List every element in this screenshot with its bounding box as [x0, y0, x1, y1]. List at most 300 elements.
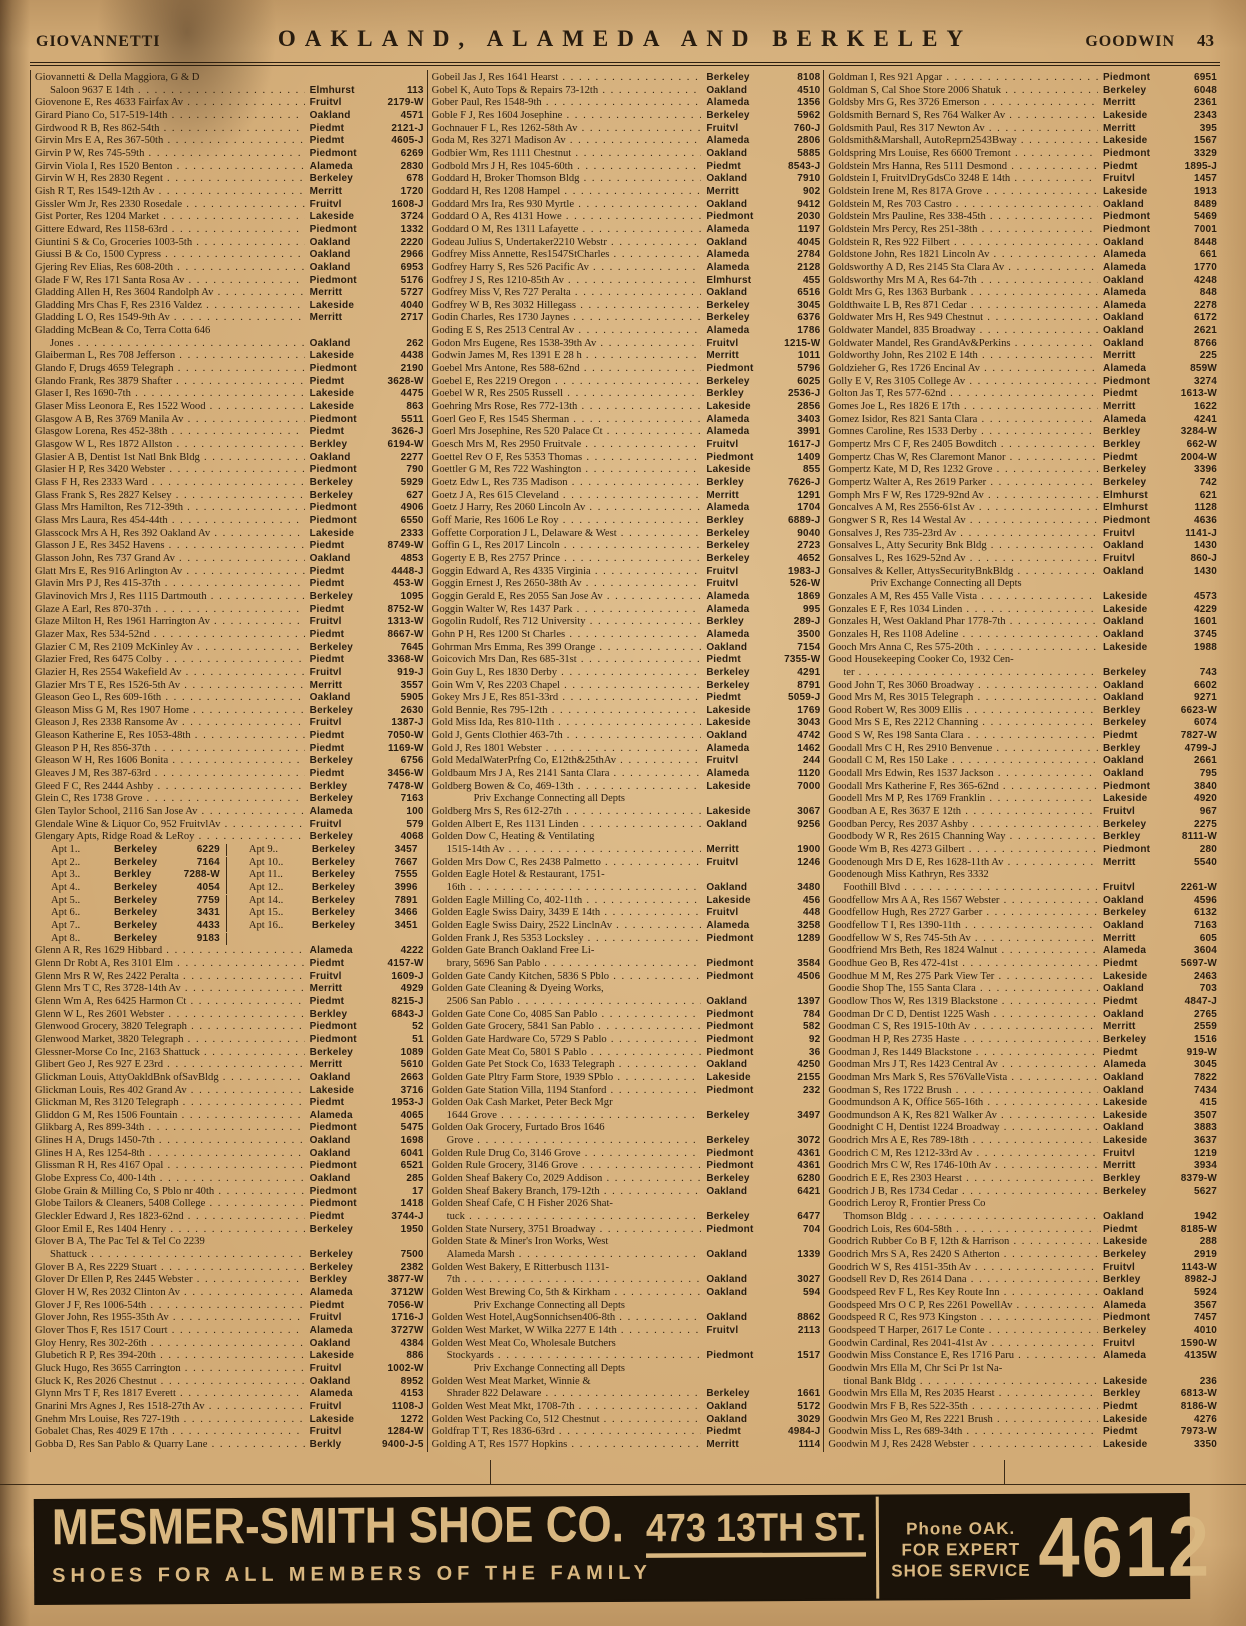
subscriber-name: Goodrich J B, Res 1734 Cedar . . .: [828, 1186, 1098, 1198]
phone-number: 8766: [1193, 337, 1218, 349]
apartment-row: [35, 857, 424, 870]
phone-number: 8111-W: [1181, 831, 1218, 843]
exchange-name: Alameda: [706, 261, 750, 273]
exchange-name: Fruitvl: [309, 616, 342, 628]
subscriber-name: Godfrey Harry S, Res 526 Pacific Av . . .: [432, 262, 702, 274]
subscriber-name: Goldzieher G, Res 1726 Encinal Av . . .: [828, 363, 1098, 375]
phone-number: 2128: [797, 261, 821, 273]
exchange-name: Oakland: [309, 552, 351, 564]
exchange-name: Fruitvl: [706, 1324, 739, 1336]
exchange-name: Piedmont: [1103, 844, 1151, 856]
directory-entry: [35, 629, 424, 642]
phone-number: 3840: [1193, 780, 1218, 792]
phone-number: 3480: [797, 882, 821, 893]
directory-entry: [828, 528, 1217, 541]
subscriber-name: Giovannetti & Della Maggiora, G & D: [35, 72, 200, 83]
phone-number: 51: [412, 1033, 424, 1045]
phone-number: 3329: [1193, 147, 1218, 159]
phone-number: 4506: [797, 970, 821, 982]
phone-number: 1356: [797, 97, 821, 109]
ad-phone-section: [876, 1495, 1211, 1599]
phone-number: 6132: [1193, 907, 1218, 919]
exchange-name: Oakland: [1103, 236, 1144, 248]
subscriber-name: Goodmundson A K, Office 565-16th . . .: [828, 1097, 1098, 1109]
phone-number: 1988: [1193, 641, 1218, 653]
apartment-cell: [35, 920, 227, 932]
exchange-name: Piedmont: [1103, 223, 1151, 235]
directory-entry: [432, 426, 821, 439]
apartment-label: Apt 1..: [51, 844, 81, 856]
subscriber-name: Goodfellow Mrs A A, Res 1567 Webster . . .: [828, 895, 1098, 907]
subscriber-name: Goldspring Mrs Louise, Res 6600 Tremont . . .: [828, 148, 1098, 160]
subscriber-name: tuck . . .: [432, 1211, 702, 1223]
subscriber-name: Glickman M, Res 3120 Telegraph . . .: [35, 1097, 305, 1109]
column-rule-stub: [1004, 1460, 1005, 1484]
exchange-name: Piedmt: [1103, 1426, 1138, 1438]
exchange-name: Berkeley: [706, 299, 750, 311]
phone-number: 1613-W: [1180, 388, 1218, 400]
subscriber-name: Godin Charles, Res 1730 Jaynes . . .: [432, 312, 702, 324]
phone-number: 2661: [1193, 755, 1218, 767]
directory-entry: [432, 376, 821, 389]
exchange-name: Fruitvl: [309, 1426, 342, 1438]
subscriber-name: Jones . . .: [35, 338, 305, 350]
phone-number: 1517: [797, 1350, 821, 1362]
directory-entry: [432, 161, 821, 174]
directory-column-3: [824, 70, 1220, 1452]
directory-entry: [432, 224, 821, 237]
subscriber-name: Goldsmith Bernard S, Res 764 Walker Av . . .: [828, 110, 1098, 122]
phone-number: 3567: [1193, 1299, 1218, 1311]
exchange-name: Oakland: [309, 1337, 351, 1349]
subscriber-name: Gleason Geo L, Res 609-16th . . .: [35, 692, 305, 704]
phone-number: 3497: [797, 1109, 821, 1121]
directory-entry: [35, 1135, 424, 1148]
exchange-name: Lakeside: [1103, 135, 1148, 147]
subscriber-name: Goldstone John, Res 1821 Lincoln Av . . .: [828, 249, 1098, 261]
phone-number: 6376: [797, 312, 821, 324]
phone-number: 1590-W: [1180, 1337, 1218, 1349]
directory-entry: [35, 249, 424, 262]
footer-rule: [0, 1484, 1246, 1485]
exchange-name: Elmhurst: [309, 84, 355, 96]
phone-number: 2278: [1193, 299, 1218, 311]
subscriber-name: Glickman Louis, Res 402 Grand Av . . .: [35, 1085, 305, 1097]
subscriber-name: Goldstein M, Res 703 Castro . . .: [828, 199, 1098, 211]
subscriber-name: Goehring Mrs Rose, Res 772-13th . . .: [432, 401, 702, 413]
exchange-name: Berkeley: [1103, 818, 1147, 830]
subscriber-name: Goldwater Mandel, 835 Broadway . . .: [828, 325, 1098, 337]
phone-number: 448: [803, 907, 821, 919]
phone-number: 6194-W: [387, 439, 424, 451]
exchange-name: Piedmt: [309, 730, 345, 742]
directory-entry: [35, 161, 424, 174]
subscriber-name: Glover Dr Ellen P, Res 2445 Webster . . .: [35, 1274, 305, 1286]
exchange-name: Oakland: [1103, 540, 1144, 552]
subscriber-name: Glaiberman L, Res 708 Jefferson . . .: [35, 350, 305, 362]
phone-number: 6602: [1193, 679, 1218, 691]
directory-entry: [35, 287, 424, 300]
exchange-name: Piedmont: [309, 413, 357, 425]
exchange-name: Piedmt: [1103, 451, 1138, 463]
subscriber-name: Glover John, Res 1955-35th Av . . .: [35, 1312, 305, 1324]
phone-number: 7000: [797, 780, 821, 792]
phone-number: 1567: [1193, 135, 1218, 147]
phone-number: 1114: [798, 1438, 821, 1450]
directory-entry: [432, 502, 821, 515]
subscriber-name: Glass Mrs Hamilton, Res 712-39th . . .: [35, 502, 305, 514]
exchange-name: Piedmont: [1103, 147, 1151, 159]
subscriber-name: Goodall Mrs C H, Res 2910 Benvenue . . .: [828, 743, 1098, 755]
subscriber-name: Golden Gate Grocery, 5841 San Pablo . . .: [432, 1021, 702, 1033]
subscriber-name: Goodell Mrs M P, Res 1769 Franklin . . .: [828, 793, 1098, 805]
exchange-name: Piedmt: [309, 603, 345, 615]
exchange-name: Berkeley: [309, 1223, 353, 1235]
exchange-name: Fruitvl: [1103, 1337, 1135, 1349]
subscriber-name: Golden Gate Cone Co, 4085 San Pablo . . .: [432, 1009, 702, 1021]
directory-entry: [828, 199, 1217, 212]
phone-number: 7050-W: [387, 730, 424, 742]
exchange-name: Piedmont: [706, 932, 754, 944]
phone-number: 8862: [797, 1312, 821, 1324]
exchange-name: Lakeside: [1103, 1135, 1148, 1147]
exchange-name: Piedmt: [706, 160, 741, 172]
phone-number: 2275: [1193, 818, 1218, 830]
exchange-name: Piedmt: [1103, 995, 1138, 1007]
directory-entry: [35, 1312, 424, 1325]
phone-number: 1284-W: [387, 1426, 424, 1438]
directory-entry: [828, 1085, 1217, 1098]
phone-number: 5905: [400, 692, 424, 704]
phone-number: 4135W: [1184, 1350, 1218, 1362]
phone-number: 3716: [400, 1084, 424, 1096]
subscriber-name: Godbold Mrs J H, Res 1045-60th . . .: [432, 161, 702, 173]
directory-entry: [432, 275, 821, 288]
apartment-label: Apt 15..: [248, 907, 284, 919]
exchange-name: Berkeley: [1103, 464, 1147, 476]
phone-number: 4065: [400, 1109, 424, 1121]
phone-number: 17: [412, 1185, 424, 1197]
exchange-name: Berkeley: [114, 907, 158, 919]
exchange-name: Piedmont: [309, 1033, 357, 1045]
exchange-name: Berkley: [706, 616, 744, 628]
subscriber-name: Godfrey W B, Res 3032 Hillegass . . .: [432, 300, 702, 312]
phone-number: 995: [803, 603, 821, 615]
subscriber-name: Glenn Mrs T C, Res 3728-14th Av . . .: [35, 983, 305, 995]
subscriber-name: Gish R T, Res 1549-12th Av . . .: [35, 186, 305, 198]
subscriber-name: Gleason P H, Res 856-37th . . .: [35, 743, 305, 755]
subscriber-name: Goldwater Mandel, Res GrandAv&Perkins . . .: [828, 338, 1098, 350]
exchange-name: Oakland: [1103, 325, 1144, 337]
exchange-name: Piedmt: [309, 540, 345, 552]
phone-number: 4153: [400, 1388, 424, 1400]
subscriber-name: Golden Albert E, Res 1131 Linden . . .: [432, 819, 702, 831]
exchange-name: Berkley: [706, 477, 744, 488]
phone-number: 860-J: [1190, 552, 1218, 564]
exchange-name: Piedmt: [1103, 957, 1138, 969]
exchange-name: Lakeside: [1103, 1109, 1148, 1121]
phone-number: 582: [803, 1021, 821, 1033]
directory-entry: [828, 439, 1217, 452]
phone-number: 1128: [1194, 502, 1218, 514]
subscriber-name: Glass Frank S, Res 2827 Kelsey . . .: [35, 490, 305, 502]
phone-number: 9040: [797, 527, 821, 539]
directory-entry: [828, 1325, 1217, 1338]
directory-entry: [432, 755, 821, 768]
phone-number: 8749-W: [387, 540, 424, 552]
phone-number: 3934: [1193, 1160, 1218, 1172]
exchange-name: Lakeside: [1103, 590, 1148, 602]
directory-entry: [35, 452, 424, 465]
directory-entry: [432, 1034, 821, 1047]
exchange-name: Oakland: [309, 692, 351, 704]
subscriber-name: Gold Bennie, Res 795-12th . . .: [432, 705, 702, 717]
directory-entry: [35, 819, 424, 832]
directory-entry: [432, 1072, 821, 1085]
exchange-name: Piedmont: [309, 223, 357, 235]
exchange-name: Lakeside: [309, 299, 355, 311]
apartment-label: Apt 12..: [248, 882, 284, 893]
directory-entry: [432, 1249, 821, 1262]
subscriber-name: Gonzales E F, Res 1034 Linden . . .: [828, 604, 1098, 616]
exchange-name: Berkeley: [706, 312, 750, 324]
ad-address: 473 13TH ST.: [646, 1504, 866, 1558]
phone-number: 5172: [797, 1400, 821, 1412]
phone-number: 2784: [797, 249, 821, 261]
right-guide-group: [1004, 31, 1214, 51]
subscriber-name: Gladding Allen H, Res 3604 Randolph Av . . .: [35, 287, 305, 299]
directory-entry: [828, 882, 1217, 895]
directory-entry: [432, 1325, 821, 1338]
subscriber-name: Glaze A Earl, Res 870-37th . . .: [35, 604, 305, 616]
directory-entry: [35, 1211, 424, 1224]
exchange-name: Piedmt: [309, 565, 345, 577]
phone-number: 6813-W: [1180, 1388, 1218, 1400]
phone-number: 9412: [797, 198, 821, 210]
subscriber-name: Goodrich Mrs S A, Res 2420 S Atherton . . .: [828, 1249, 1098, 1261]
exchange-name: Piedmont: [1103, 211, 1151, 223]
subscriber-name: Godfrey J S, Res 1210-85th Av . . .: [432, 275, 702, 287]
subscriber-name: Glines H A, Res 1254-8th . . .: [35, 1148, 305, 1160]
exchange-name: Piedmt: [1103, 160, 1138, 172]
exchange-name: Piedmt: [706, 1426, 741, 1438]
directory-entry: [432, 1350, 821, 1363]
phone-number: 4847-J: [1184, 995, 1218, 1007]
phone-number: 1913: [1193, 185, 1218, 197]
apartment-cell: [35, 857, 227, 869]
directory-entry: [828, 275, 1217, 288]
subscriber-name: Glasier A B, Dentist 1st Natl Bnk Bldg . . .: [35, 452, 305, 464]
phone-number: 4510: [797, 84, 821, 96]
directory-entry: [432, 996, 821, 1009]
exchange-name: Lakeside: [309, 401, 355, 413]
subscriber-name: Goldsworthy A D, Res 2145 Sta Clara Av . . .: [828, 262, 1098, 274]
subscriber-name: Gold J, Res 1801 Webster . . .: [432, 743, 702, 755]
phone-number: 52: [412, 1021, 424, 1033]
directory-entry: [35, 186, 424, 199]
directory-entry: [35, 237, 424, 250]
phone-number: 1704: [797, 502, 821, 514]
phone-number: 8186-W: [1180, 1400, 1218, 1412]
exchange-name: Oakland: [1103, 198, 1144, 210]
exchange-name: Alameda: [1103, 1299, 1147, 1311]
exchange-name: Piedmt: [309, 426, 345, 438]
subscriber-name: Gleason Katherine E, Res 1053-48th . . .: [35, 730, 305, 742]
page-header: [30, 26, 1220, 60]
exchange-name: Oakland: [1103, 1287, 1144, 1298]
directory-entry: [828, 717, 1217, 730]
subscriber-name: Goggin Gerald E, Res 2055 San Jose Av . . .: [432, 591, 702, 603]
exchange-name: Merritt: [1103, 1021, 1136, 1033]
subscriber-name: Gladding McBean & Co, Terra Cotta 646: [35, 325, 211, 337]
exchange-name: Piedmont: [309, 1021, 357, 1033]
subscriber-name: Goodman J, Res 1449 Blackstone . . .: [828, 1047, 1098, 1059]
directory-entry: [432, 895, 821, 908]
subscriber-name: Glazier Mrs T E, Res 1526-5th Av . . .: [35, 680, 305, 692]
exchange-name: Berkeley: [1103, 84, 1147, 96]
exchange-name: Fruitvl: [1103, 527, 1135, 539]
directory-entry: [828, 300, 1217, 313]
phone-number: 7164: [196, 856, 220, 868]
exchange-name: Oakland: [706, 641, 748, 653]
exchange-name: Oakland: [706, 1249, 748, 1261]
phone-number: 919-W: [1186, 1046, 1218, 1058]
directory-entry: [828, 1198, 1217, 1211]
exchange-name: Alameda: [706, 97, 750, 109]
phone-number: 1089: [400, 1046, 424, 1058]
apartment-label: Apt 3..: [51, 869, 81, 881]
directory-entry: [828, 1300, 1217, 1313]
subscriber-name: Gogolin Rudolf, Res 712 University . . .: [432, 616, 702, 628]
subscriber-name: Gliddon G M, Res 1506 Fountain . . .: [35, 1110, 305, 1122]
directory-entry: [828, 844, 1217, 857]
subscriber-name: Goodnight C H, Dentist 1224 Broadway . . .: [828, 1122, 1098, 1134]
apartment-label: Apt 7..: [51, 919, 81, 931]
subscriber-name: Goldfrap T T, Res 1836-63rd . . .: [432, 1426, 702, 1438]
exchange-name: Fruitvl: [309, 1312, 342, 1324]
phone-number: 5962: [797, 109, 821, 121]
subscriber-name: Golden Gate Pltry Farm Store, 1939 SPblo . . .: [432, 1072, 702, 1084]
phone-number: 8667-W: [387, 628, 424, 640]
directory-entry: [432, 1287, 821, 1300]
subscriber-name: Glenn W L, Res 2601 Webster . . .: [35, 1009, 305, 1021]
directory-entry: [35, 806, 424, 819]
subscriber-name: Goldman S, Cal Shoe Store 2006 Shatuk . . .: [828, 85, 1098, 97]
directory-entry: [432, 452, 821, 465]
directory-entry: [828, 1249, 1217, 1262]
exchange-name: Berkeley: [706, 1135, 750, 1147]
subscriber-name: Gluck K, Res 2026 Chestnut . . .: [35, 1376, 305, 1388]
apartment-label: Apt 2..: [51, 856, 81, 868]
exchange-name: Berkeley: [706, 1109, 750, 1121]
phone-number: 280: [1199, 844, 1218, 856]
subscriber-name: Goesch Mrs M, Res 2950 Fruitvale . . .: [432, 439, 702, 451]
directory-entry: [828, 287, 1217, 300]
subscriber-name: Goodwin Mrs F B, Res 522-35th . . .: [828, 1401, 1098, 1413]
phone-number: 1661: [797, 1388, 821, 1400]
phone-number: 743: [1199, 666, 1218, 678]
subscriber-name: Goldstein R, Res 922 Filbert . . .: [828, 237, 1098, 249]
directory-entry: [828, 1287, 1217, 1300]
phone-number: 9271: [1193, 692, 1218, 704]
subscriber-name: Gonzales H, Res 1108 Adeline . . .: [828, 629, 1098, 641]
directory-entry: [35, 1072, 424, 1085]
directory-entry: [35, 211, 424, 224]
subscriber-name: Gober Paul, Res 1548-9th . . .: [432, 97, 702, 109]
subscriber-name: Gleckler Edward J, Res 1823-62nd . . .: [35, 1211, 305, 1223]
phone-number: 455: [803, 274, 821, 286]
phone-number: 2121-J: [391, 122, 424, 134]
directory-entry: [35, 338, 424, 351]
directory-entry: [432, 857, 821, 870]
directory-entry: [828, 971, 1217, 984]
subscriber-name: Gobalet Chas, Res 4029 E 17th . . .: [35, 1426, 305, 1438]
apartment-label: Apt 10..: [248, 856, 284, 868]
directory-entry: [828, 490, 1217, 503]
subscriber-name: 7th . . .: [432, 1274, 702, 1286]
directory-entry: [828, 1097, 1217, 1110]
subscriber-name: Goetz J Harry, Res 2060 Lincoln Av . . .: [432, 502, 702, 514]
directory-entry: [35, 705, 424, 718]
exchange-name: Lakeside: [706, 780, 751, 792]
subscriber-name: Godfrey Miss V, Res 727 Peralta . . .: [432, 287, 702, 299]
subscriber-name: Goodban A E, Res 3637 E 12th . . .: [828, 806, 1098, 818]
directory-entry: [35, 730, 424, 743]
subscriber-name: Golden Eagle Swiss Dairy, 2522 LinclnAv . . .: [432, 920, 702, 932]
directory-entry: [828, 680, 1217, 693]
exchange-name: Lakeside: [706, 717, 751, 729]
page-title: OAKLAND, ALAMEDA AND BERKELEY: [277, 26, 973, 51]
directory-entry: [828, 566, 1217, 579]
exchange-name: Lakeside: [309, 211, 355, 223]
exchange-name: Berkeley: [706, 540, 750, 552]
directory-entry: [432, 1439, 821, 1452]
directory-entry: [432, 1198, 821, 1211]
directory-entry: [432, 781, 821, 794]
exchange-name: Fruitvl: [706, 122, 739, 134]
directory-entry: [828, 97, 1217, 110]
directory-entry: [35, 1350, 424, 1363]
subscriber-name: Goebel Mrs Antone, Res 588-62nd . . .: [432, 363, 702, 375]
directory-entry: [432, 237, 821, 250]
directory-entry: [828, 1034, 1217, 1047]
phone-number: 4276: [1193, 1413, 1218, 1425]
page-number: 43: [1197, 31, 1214, 50]
exchange-name: Oakland: [706, 236, 748, 248]
phone-number: 6074: [1193, 717, 1218, 729]
directory-entry: [828, 1224, 1217, 1237]
phone-number: 3258: [797, 919, 821, 931]
phone-number: 92: [808, 1033, 821, 1045]
phone-number: 36: [808, 1046, 821, 1058]
right-guide-word: GOODWIN: [1085, 33, 1175, 50]
directory-entry: [828, 755, 1217, 768]
directory-entry: [828, 1186, 1217, 1199]
subscriber-name: brary, 5696 San Pablo . . .: [432, 958, 702, 970]
exchange-name: Lakeside: [706, 806, 751, 818]
exchange-name: Berkeley: [1103, 666, 1147, 678]
exchange-name: Berkeley: [309, 641, 353, 653]
phone-number: 3027: [797, 1274, 821, 1286]
exchange-name: Berkeley: [706, 666, 750, 678]
directory-entry: [35, 135, 424, 148]
subscriber-name: Glenn Wm A, Res 6425 Harmon Ct . . .: [35, 996, 305, 1008]
directory-entry: [828, 1173, 1217, 1186]
subscriber-name: Giussi B & Co, 1500 Cypress . . .: [35, 249, 305, 261]
phone-number: 4652: [797, 552, 821, 564]
subscriber-name: Good Housekeeping Cooker Co, 1932 Cen-: [828, 654, 1014, 666]
exchange-name: Fruitvl: [706, 578, 739, 590]
